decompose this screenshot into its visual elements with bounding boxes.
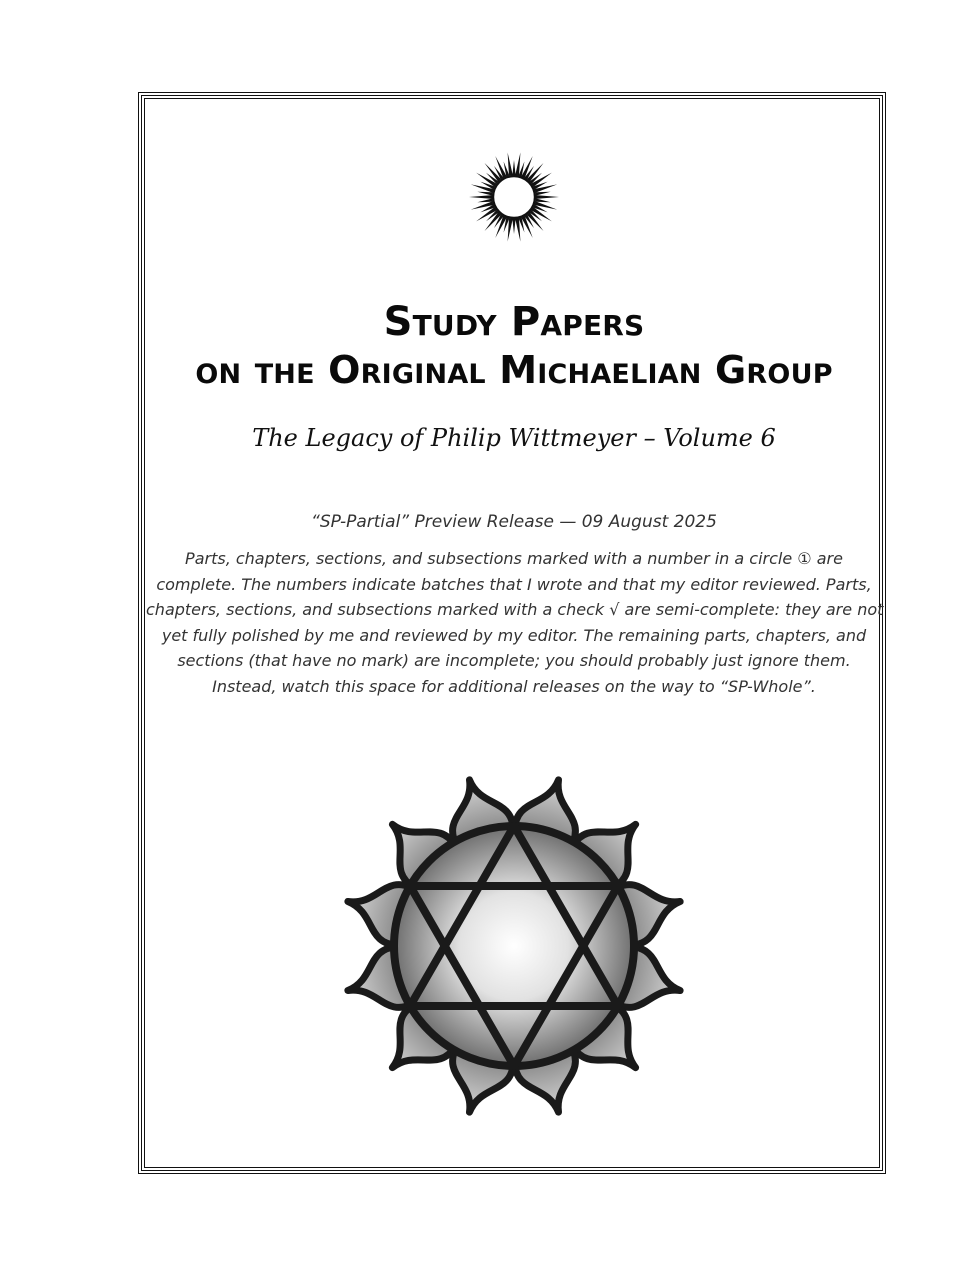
chakra-disc — [394, 826, 634, 1066]
release-note-line: sections (that have no mark) are incomplete; you should probably just ignore them. — [177, 651, 851, 670]
sun-burst-icon — [468, 151, 560, 243]
release-note-line: chapters, sections, and subsections marked with a check √ are semi-complete: they are not — [146, 600, 884, 619]
release-notice: “SP-Partial” Preview Release — 09 August 2025 — [311, 512, 717, 532]
title-line-2: on the Original Michaelian Group — [195, 348, 833, 392]
sun-ray — [469, 195, 492, 199]
sun-core — [493, 176, 535, 218]
sun-ray — [512, 219, 515, 234]
sun-ray — [477, 192, 492, 196]
sun-ray — [536, 199, 551, 203]
title-line-1: Study Papers — [383, 299, 645, 345]
heart-chakra-hexagram-icon — [338, 772, 690, 1120]
subtitle: The Legacy of Philip Wittmeyer – Volume 6 — [252, 424, 776, 452]
sun-ray — [515, 219, 520, 242]
sun-ray — [508, 219, 513, 242]
sun-ray — [477, 199, 492, 203]
sun-ray — [512, 160, 515, 175]
sun-ray — [515, 152, 520, 175]
release-notes — [146, 546, 882, 699]
sun-ray — [536, 192, 551, 196]
release-note-line: complete. The numbers indicate batches that I wrote and that my editor reviewed. Parts, — [156, 574, 872, 594]
release-note-line: Instead, watch this space for additional releases on the way to “SP-Whole”. — [212, 676, 816, 696]
release-note-line: Parts, chapters, sections, and subsections marked with a number in a circle ① are — [185, 549, 843, 568]
sun-ray — [508, 152, 513, 175]
release-note-line: yet fully polished by me and reviewed by my editor. The remaining parts, chapters, and — [161, 625, 867, 645]
sun-ray — [536, 195, 559, 199]
